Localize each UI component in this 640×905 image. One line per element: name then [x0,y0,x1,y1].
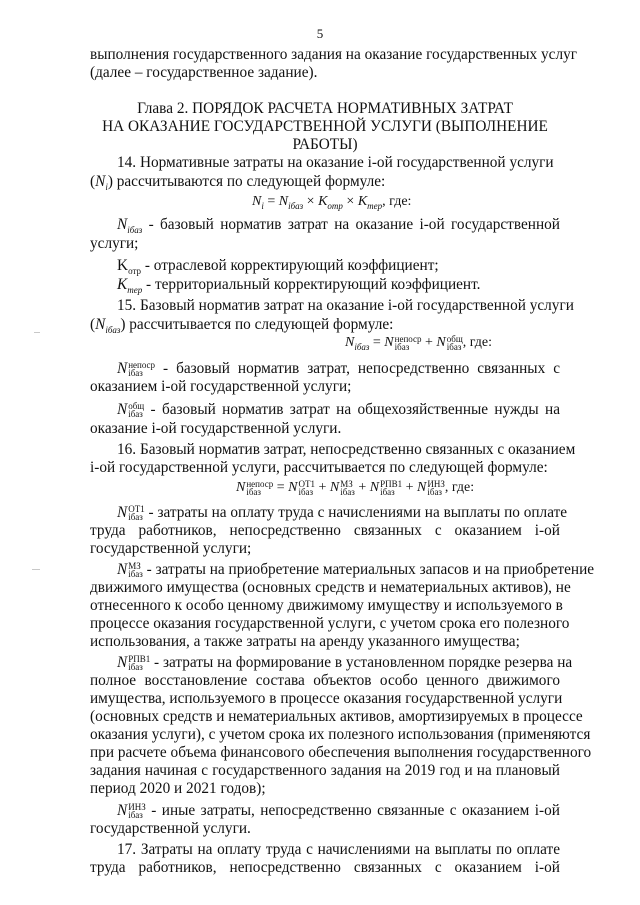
p14-line-2: $(N_i)$ рассчитываются по следующей формуле: [90,173,386,193]
p14-def-3: $K_{тер}$ - территориальный корректирующий коэффициент. [117,276,481,296]
p16-formula: N непоср iбаз = N ОТ1 iбаз + N МЗ iбаз + N РПВ1 iбаз + N ИНЗ iбаз , где: [236,479,475,497]
intro-line-1: выполнения государственного задания на оказание государственных услуг [90,46,577,63]
chapter-title-line-2: НА ОКАЗАНИЕ ГОСУДАРСТВЕННОЙ УСЛУГИ (ВЫПОЛНЕНИЕ [102,118,548,135]
p16-mz-line-5: использования, а также затраты на аренду указанного имущества; [90,633,520,650]
p16-ot1-line-1: N ОТ1 iбаз - затраты на оплату труда с начислениями на выплаты по оплате [117,504,568,523]
p16-inz-line-1: N ИНЗ iбаз - иные затраты, непосредственно связанные с оказанием i-ой [117,802,560,821]
p14-formula: $N_i = N_{iбаз} \times K_{отр} \times K_{тер}$, где: [252,194,412,211]
p14-def-2: $K_{отр}$ - отраслевой корректирующий коэффициент; [117,257,439,277]
margin-mark [32,569,40,570]
p16-rpv-line-6: при расчете объема финансового обеспечения выполнения государственного [90,744,592,761]
margin-mark [34,332,40,333]
p15-line-2: $(N_{iбаз})$ рассчитывается по следующей формуле: [90,316,394,336]
p14-def-1b: услуги; [90,235,139,252]
p15-def-2a: N общ iбаз - базовый норматив затрат на общехозяйственные нужды на [117,401,560,420]
p16-rpv-line-1: N РПВ1 iбаз - затраты на формирование в установленном порядке резерва на [117,654,573,673]
p15-def-2b: оказание i-ой государственной услуги. [90,420,342,437]
p16-rpv-line-5: оказания услуги), с учетом срока их полезного использования (применяются [90,726,591,743]
chapter-title-line-3: РАБОТЫ) [292,136,358,153]
p16-inz-line-2: государственной услуги. [90,820,251,837]
p17-line-2: труда работников, непосредственно связанных с оказанием i-ой [90,859,560,876]
p15-def-1a: N непоср iбаз - базовый норматив затрат, непосредственно связанных с [117,360,560,379]
page-number: 5 [316,26,324,41]
chapter-title-line-1: Глава 2. ПОРЯДОК РАСЧЕТА НОРМАТИВНЫХ ЗАТРАТ [137,100,513,117]
p16-mz-line-1: N МЗ iбаз - затраты на приобретение материальных запасов и на приобретение [117,561,595,580]
p16-line-2: i-ой государственной услуги, рассчитывается по следующей формуле: [90,459,548,476]
p16-rpv-line-8: период 2020 и 2021 годов); [90,780,266,797]
p15-def-1b: оказанием i-ой государственной услуги; [90,378,352,395]
p16-ot1-line-3: государственной услуги; [90,540,252,557]
p16-mz-line-2: движимого имущества (основных средств и нематериальных активов), не [90,579,571,596]
p16-mz-line-3: отнесенного к особо ценному движимому имуществу и используемого в [90,597,563,614]
p16-rpv-line-7: задания начиная с государственного задания на 2019 год и на плановый [90,762,560,779]
p16-rpv-line-4: (основных средств и нематериальных активов, амортизируемых в процессе [90,708,583,725]
p16-mz-line-4: процессе оказания государственной услуги, с учетом срока его полезного [90,615,570,632]
p15-formula: $N_{iбаз} = N$ непоср iбаз + N общ iбаз , где: [345,334,493,353]
p14-def-1a: $N_{iбаз}$ - базовый норматив затрат на оказание i-ой государственной [117,216,560,236]
p16-line-1: 16. Базовый норматив затрат, непосредственно связанных с оказанием [117,441,576,458]
p16-rpv-line-3: имущества, используемого в процессе оказания государственной услуги [90,690,563,707]
p16-rpv-line-2: полное восстановление состава объектов особо ценного движимого [90,672,560,689]
p17-line-1: 17. Затраты на оплату труда с начислениями на выплаты по оплате [117,841,560,858]
p15-line-1: 15. Базовый норматив затрат на оказание i-ой государственной услуги [117,297,574,314]
intro-line-2: (далее – государственное задание). [90,64,318,81]
p16-ot1-line-2: труда работников, непосредственно связанных с оказанием i-ой [90,522,560,539]
p14-line-1: 14. Нормативные затраты на оказание i-ой государственной услуги [117,154,554,171]
